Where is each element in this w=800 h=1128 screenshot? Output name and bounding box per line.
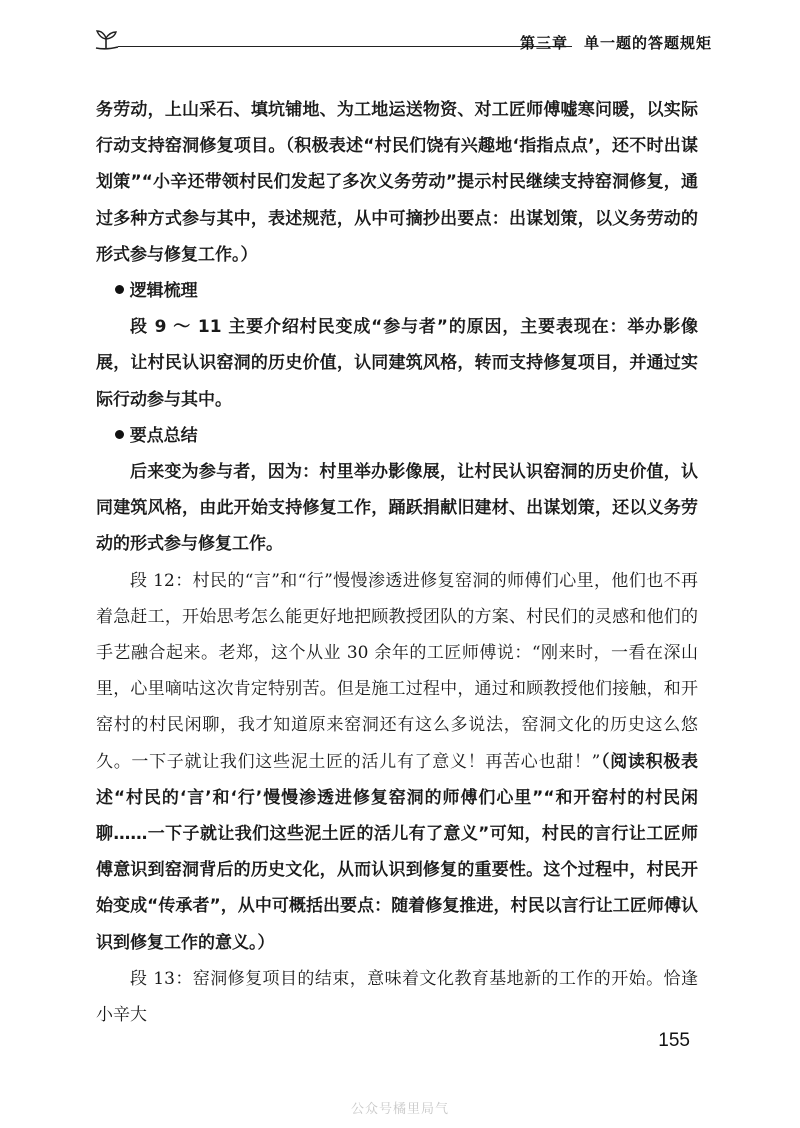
paragraph-12 bbox=[96, 563, 698, 961]
page-body bbox=[96, 92, 698, 1033]
paragraph-13: 段 13：窑洞修复项目的结束，意味着文化教育基地新的工作的开始。恰逢小辛大 bbox=[96, 968, 698, 1026]
watermark: 公众号橘里局气 bbox=[350, 1102, 449, 1117]
paragraph-12-text: 段 12：村民的“言”和“行”慢慢渗透进修复窑洞的师傅们心里，他们也不再着急赶工，开始思考怎么能更好地把顾教授团队的方案、村民们的灵感和他们的手艺融合起来。老郑，这个从业 30 余年的工匠师傅说：“刚来时，一看在深山里，心里嘀咕这次肯定特别苦。但是施工过程中，通过和顾教授他们接触，和开窑村的村民闲聊，我才知道原来窑洞还有这么多说法，窑洞文化的历史这么悠久。一下子就让我们这些泥土匠的活儿有了意义！再苦心也甜！” bbox=[96, 570, 698, 772]
bullet-icon bbox=[115, 285, 124, 294]
bullet-icon bbox=[115, 430, 124, 439]
heading-logic bbox=[96, 273, 698, 309]
page-number: 155 bbox=[658, 1030, 690, 1051]
paragraph-logic: 段 9 ～ 11 主要介绍村民变成“参与者”的原因，主要表现在：举办影像展，让村民认识窑洞的历史价值，认同建筑风格，转而支持修复项目，并通过实际行动参与其中。 bbox=[96, 317, 698, 410]
heading-summary bbox=[96, 418, 698, 454]
paragraph-summary: 后来变为参与者，因为：村里举办影像展，让村民认识窑洞的历史价值，认同建筑风格，由此开始支持修复工作，踊跃捐献旧建材、出谋划策，还以义务劳动的形式参与修复工作。 bbox=[96, 462, 698, 555]
paragraph-continued: 务劳动，上山采石、填坑铺地、为工地运送物资、对工匠师傅嘘寒问暖，以实际行动支持窑洞修复项目。（积极表述“村民们饶有兴趣地‘指指点点’，还不时出谋划策”“小辛还带领村民们发起了多次义务劳动”提示村民继续支持窑洞修复，通过多种方式参与其中，表述规范，从中可摘抄出要点：出谋划策，以义务劳动的形式参与修复工作。） bbox=[96, 100, 698, 265]
running-header bbox=[92, 26, 712, 56]
paragraph-12-analysis: （阅读积极表述“村民的‘言’和‘行’慢慢渗透进修复窑洞的师傅们心里”“和开窑村的村民闲聊……一下子就让我们这些泥土匠的活儿有了意义”可知，村民的言行让工匠师傅意识到窑洞背后的历史文化，从而认识到修复的重要性。这个过程中，村民开始变成“传承者”，从中可概括出要点：随着修复推进，村民以言行让工匠师傅认识到修复工作的意义。） bbox=[96, 751, 698, 953]
heading-summary-label: 要点总结 bbox=[129, 425, 198, 446]
heading-logic-label: 逻辑梳理 bbox=[129, 281, 198, 302]
chapter-title: 第三章 单一题的答题规矩 bbox=[519, 34, 712, 52]
